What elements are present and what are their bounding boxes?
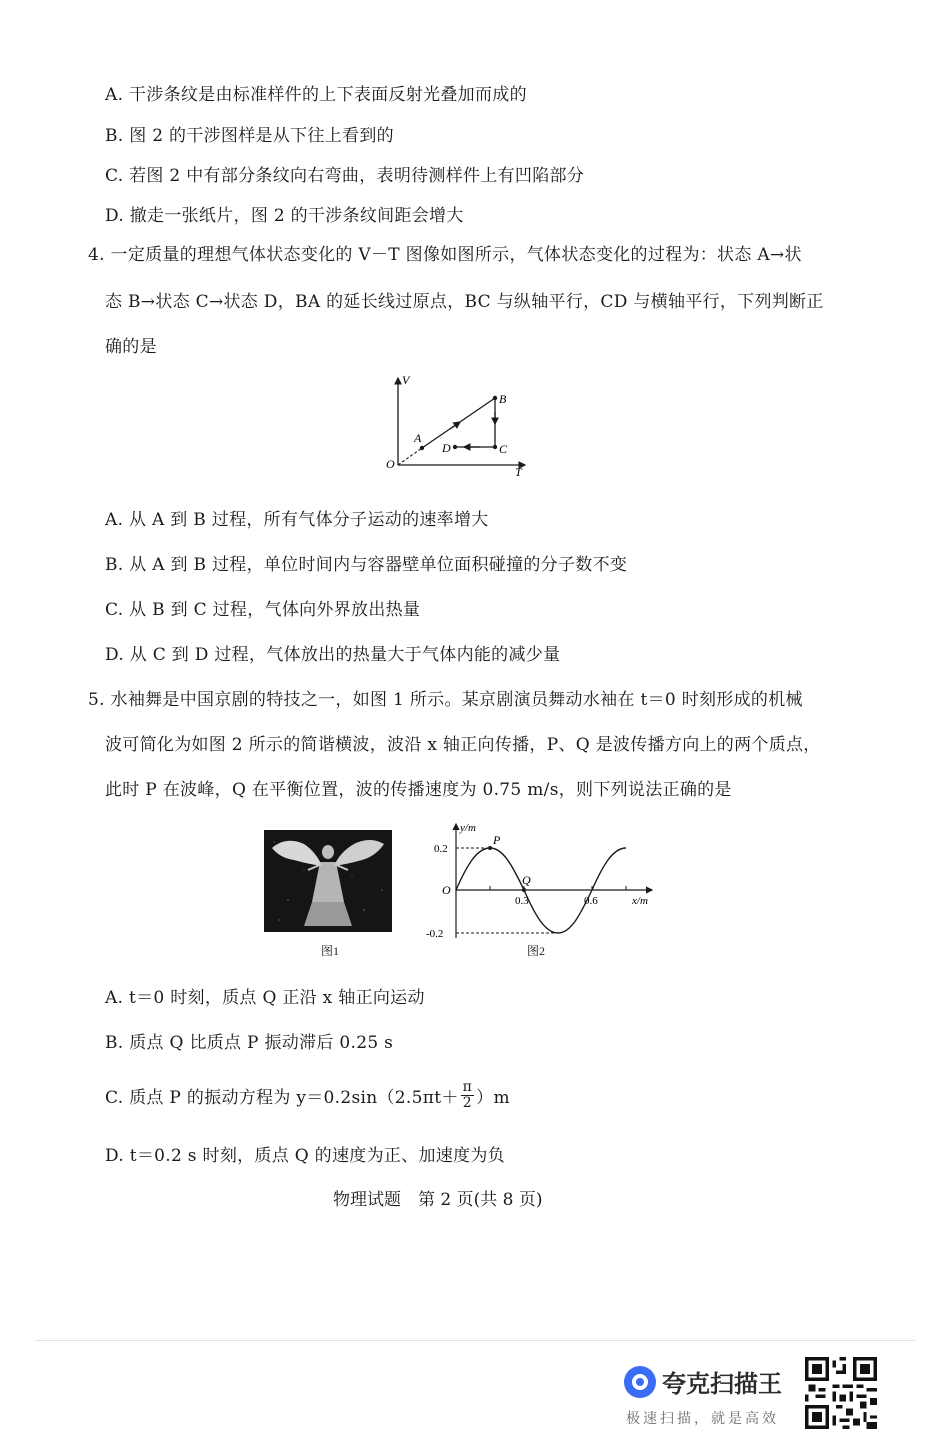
point-c	[493, 445, 497, 449]
label-neg-0.2: -0.2	[426, 928, 444, 940]
q5-stem-line3: 此时 P 在波峰，Q 在平衡位置，波的传播速度为 0.75 m/s，则下列说法正确的是	[105, 780, 732, 800]
q5-option-c-prefix: C. 质点 P 的振动方程为 y＝0.2sin（2.5πt＋	[105, 1088, 459, 1108]
dashed-extension	[398, 448, 422, 465]
label-q: Q	[522, 873, 531, 887]
q3-option-b: B. 图 2 的干涉图样是从下往上看到的	[105, 126, 394, 146]
q4-option-c: C. 从 B 到 C 过程，气体向外界放出热量	[105, 600, 421, 620]
q5-option-c-fraction	[461, 1080, 475, 1111]
label-t: T	[515, 465, 522, 479]
q4-option-a: A. 从 A 到 B 过程，所有气体分子运动的速率增大	[105, 510, 489, 530]
arrow-ab	[450, 422, 460, 429]
q4-option-b: B. 从 A 到 B 过程，单位时间内与容器壁单位面积碰撞的分子数不变	[105, 555, 628, 575]
point-d	[453, 445, 457, 449]
label-o: O	[442, 883, 451, 897]
q4-vt-graph	[380, 370, 540, 480]
q5-figure1-photo	[264, 830, 392, 932]
q5-option-b: B. 质点 Q 比质点 P 振动滞后 0.25 s	[105, 1033, 394, 1053]
scanner-watermark	[622, 1360, 802, 1440]
point-b	[493, 396, 497, 400]
q5-stem-line1: 5. 水袖舞是中国京剧的特技之一，如图 1 所示。某京剧演员舞动水袖在 t＝0 时刻形成的机械	[88, 690, 803, 710]
point-q	[522, 888, 526, 892]
label-c: C	[499, 442, 508, 456]
label-x: x/m	[632, 895, 648, 907]
q4-stem-line1: 4. 一定质量的理想气体状态变化的 V－T 图像如图所示，气体状态变化的过程为：状态 A→状	[88, 245, 802, 265]
q5-figure2-wave	[420, 818, 660, 943]
q3-option-a: A. 干涉条纹是由标准样件的上下表面反射光叠加而成的	[105, 85, 527, 105]
label-0.3: 0.3	[515, 895, 529, 907]
q5-option-c	[105, 1079, 510, 1114]
q3-option-d: D. 撤走一张纸片，图 2 的干涉条纹间距会增大	[105, 206, 464, 226]
fraction-numerator: π	[462, 1079, 473, 1095]
label-y: y/m	[460, 822, 476, 834]
label-o: O	[386, 457, 395, 471]
label-v: V	[402, 373, 410, 387]
qr-code-icon	[805, 1357, 877, 1429]
point-p	[488, 846, 492, 850]
page-footer: 物理试题 第 2 页(共 8 页)	[333, 1190, 543, 1210]
label-b: B	[499, 392, 507, 406]
label-p: P	[493, 833, 501, 847]
label-d: D	[442, 441, 451, 455]
fraction-denominator: 2	[462, 1095, 473, 1111]
q4-stem-line2: 态 B→状态 C→状态 D，BA 的延长线过原点，BC 与纵轴平行，CD 与横轴平行，下列判断正	[105, 292, 824, 312]
q3-option-c: C. 若图 2 中有部分条纹向右弯曲，表明待测样件上有凹陷部分	[105, 166, 585, 186]
q5-figure1-caption: 图1	[321, 944, 340, 958]
q5-option-d: D. t＝0.2 s 时刻，质点 Q 的速度为正、加速度为负	[105, 1146, 505, 1166]
brand-name: 夸克扫描王	[662, 1370, 782, 1398]
q5-figure2-caption: 图2	[527, 944, 546, 958]
point-a	[420, 446, 424, 450]
q4-stem-line3: 确的是	[105, 337, 157, 357]
brand-slogan: 极速扫描，就是高效	[626, 1411, 779, 1427]
q5-option-c-suffix: ）m	[476, 1088, 510, 1108]
q5-option-a: A. t＝0 时刻，质点 Q 正沿 x 轴正向运动	[105, 988, 425, 1008]
label-0.2: 0.2	[434, 843, 448, 855]
q5-stem-line2: 波可简化为如图 2 所示的简谐横波，波沿 x 轴正向传播，P、Q 是波传播方向上的两个质点，	[105, 735, 821, 755]
q4-option-d: D. 从 C 到 D 过程，气体放出的热量大于气体内能的减少量	[105, 645, 561, 665]
scan-divider	[35, 1340, 915, 1341]
quark-logo-icon	[622, 1364, 658, 1400]
label-0.6: 0.6	[584, 895, 598, 907]
label-a: A	[414, 431, 422, 445]
